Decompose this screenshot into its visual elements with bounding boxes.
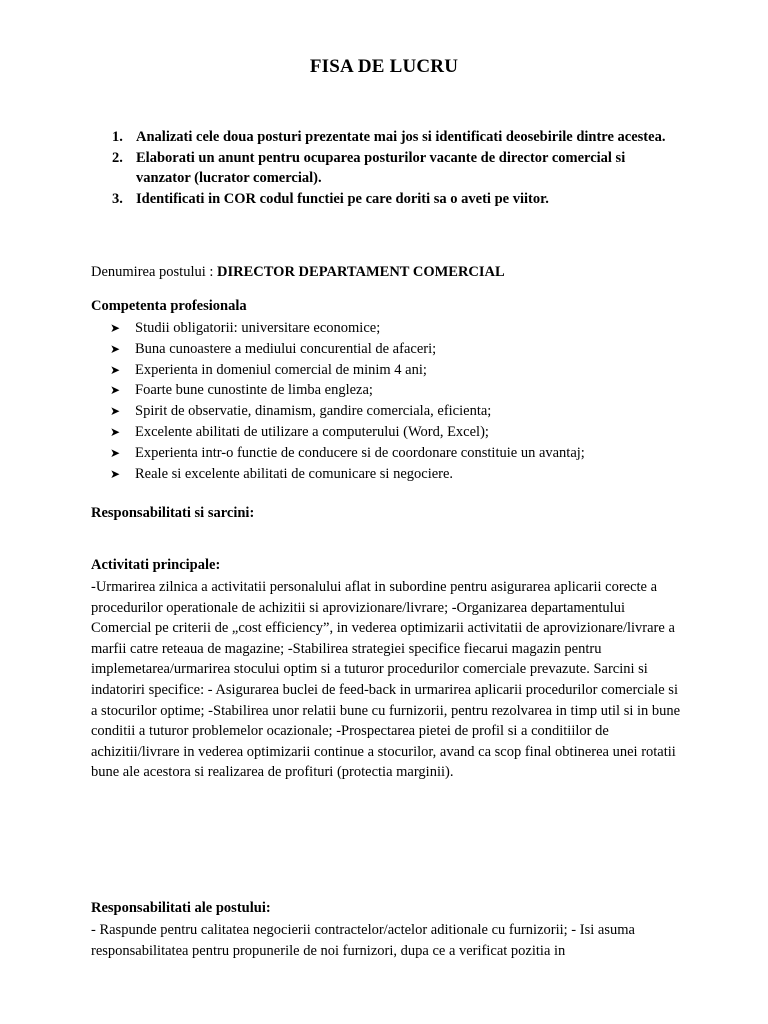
page-title: FISA DE LUCRU xyxy=(309,56,459,77)
list-item-text: Excelente abilitati de utilizare a computerului (Word, Excel); xyxy=(135,423,489,440)
list-item-text: Experienta in domeniul comercial de minim 4 ani; xyxy=(135,361,427,378)
arrow-bullet-icon: ➤ xyxy=(110,362,121,377)
arrow-bullet-icon: ➤ xyxy=(110,341,121,356)
list-item-text: Studii obligatorii: universitare economice; xyxy=(135,320,381,336)
arrow-bullet-icon: ➤ xyxy=(110,321,121,335)
task-item xyxy=(108,127,678,148)
list-item-text: Buna cunoastere a mediului concurential de afaceri; xyxy=(135,340,437,357)
arrow-bullet-icon: ➤ xyxy=(110,383,121,398)
task-list xyxy=(108,127,678,209)
competence-list xyxy=(110,318,585,484)
list-item xyxy=(110,401,585,422)
list-item-text: Experienta intr-o functie de conducere si de coordonare constituie un avantaj; xyxy=(135,444,585,461)
task-text: Elaborati un anunt pentru ocuparea posturilor vacante de director comercial si vanzator (lucrator comercial). xyxy=(136,149,626,186)
list-item xyxy=(110,380,585,401)
list-item xyxy=(110,318,585,339)
list-item xyxy=(110,422,585,443)
list-item-text: Reale si excelente abilitati de comunicare si negociere. xyxy=(135,465,454,482)
post-name: DIRECTOR DEPARTAMENT COMERCIAL xyxy=(217,264,505,280)
task-number: 3. xyxy=(112,190,123,207)
task-text: Analizati cele doua posturi prezentate mai jos si identificati deosebirile dintre acestea. xyxy=(136,129,666,145)
list-item xyxy=(110,464,585,485)
task-text: Identificati in COR codul functiei pe care doriti sa o aveti pe viitor. xyxy=(136,190,549,207)
post-responsibilities-text: - Raspunde pentru calitatea negocierii contractelor/actelor aditionale cu furnizorii; - Isi asuma responsabilitatea pentru propunerile de noi furnizori, dupa ce a verificat pozitia in xyxy=(91,922,635,959)
arrow-bullet-icon: ➤ xyxy=(110,466,121,481)
list-item-text: Foarte bune cunostinte de limba engleza; xyxy=(135,382,373,399)
post-responsibilities-heading: Responsabilitati ale postului: xyxy=(91,900,271,916)
list-item xyxy=(110,339,585,360)
competence-heading: Competenta profesionala xyxy=(91,298,247,314)
list-item xyxy=(110,443,585,464)
arrow-bullet-icon: ➤ xyxy=(110,404,121,419)
responsibilities-heading: Responsabilitati si sarcini: xyxy=(91,505,255,521)
task-item xyxy=(108,189,678,210)
main-activities-text: -Urmarirea zilnica a activitatii personalului aflat in subordine pentru asigurarea aplicarii corecte a procedurilor operationale de achizitii si aprovizionare/livrare; -Organizarea departamentului Comercial pe criterii de „cost efficiency”, in vederea optimizarii activitatii de aprovizionare/livrare a marfii catre reteaua de magazine; -Stabilirea strategiei specifice fiecarui magazin pentru implemetarea/urmarirea stocului optim si a tuturor procedurilor comerciale prevazute. Sarcini si indatoriri specifice: - Asigurarea buclei de feed-back in urmarirea aplicarii procedurilor comerciale si a stocurilor optime; -Stabilirea unor relatii bune cu furnizorii, pentru rezolvarea in timp util si in bune conditii a tuturor problemelor ocazionale; -Prospectarea pietei de profil si a conditiilor de achizitii/livrare in vederea optimizarii continue a stocurilor, avand ca scop final obtinerea unei rotatii bune ale acestora si realizarea de profituri (protectia marginii). xyxy=(91,579,681,781)
post-title-line xyxy=(91,264,505,281)
task-number: 1. xyxy=(112,129,123,145)
list-item xyxy=(110,360,585,381)
post-label: Denumirea postului : xyxy=(91,264,218,280)
list-item-text: Spirit de observatie, dinamism, gandire comerciala, eficienta; xyxy=(135,403,492,420)
task-item xyxy=(108,148,678,189)
arrow-bullet-icon: ➤ xyxy=(110,424,121,439)
arrow-bullet-icon: ➤ xyxy=(110,445,121,460)
main-activities-heading: Activitati principale: xyxy=(91,557,221,573)
task-number: 2. xyxy=(112,149,123,166)
